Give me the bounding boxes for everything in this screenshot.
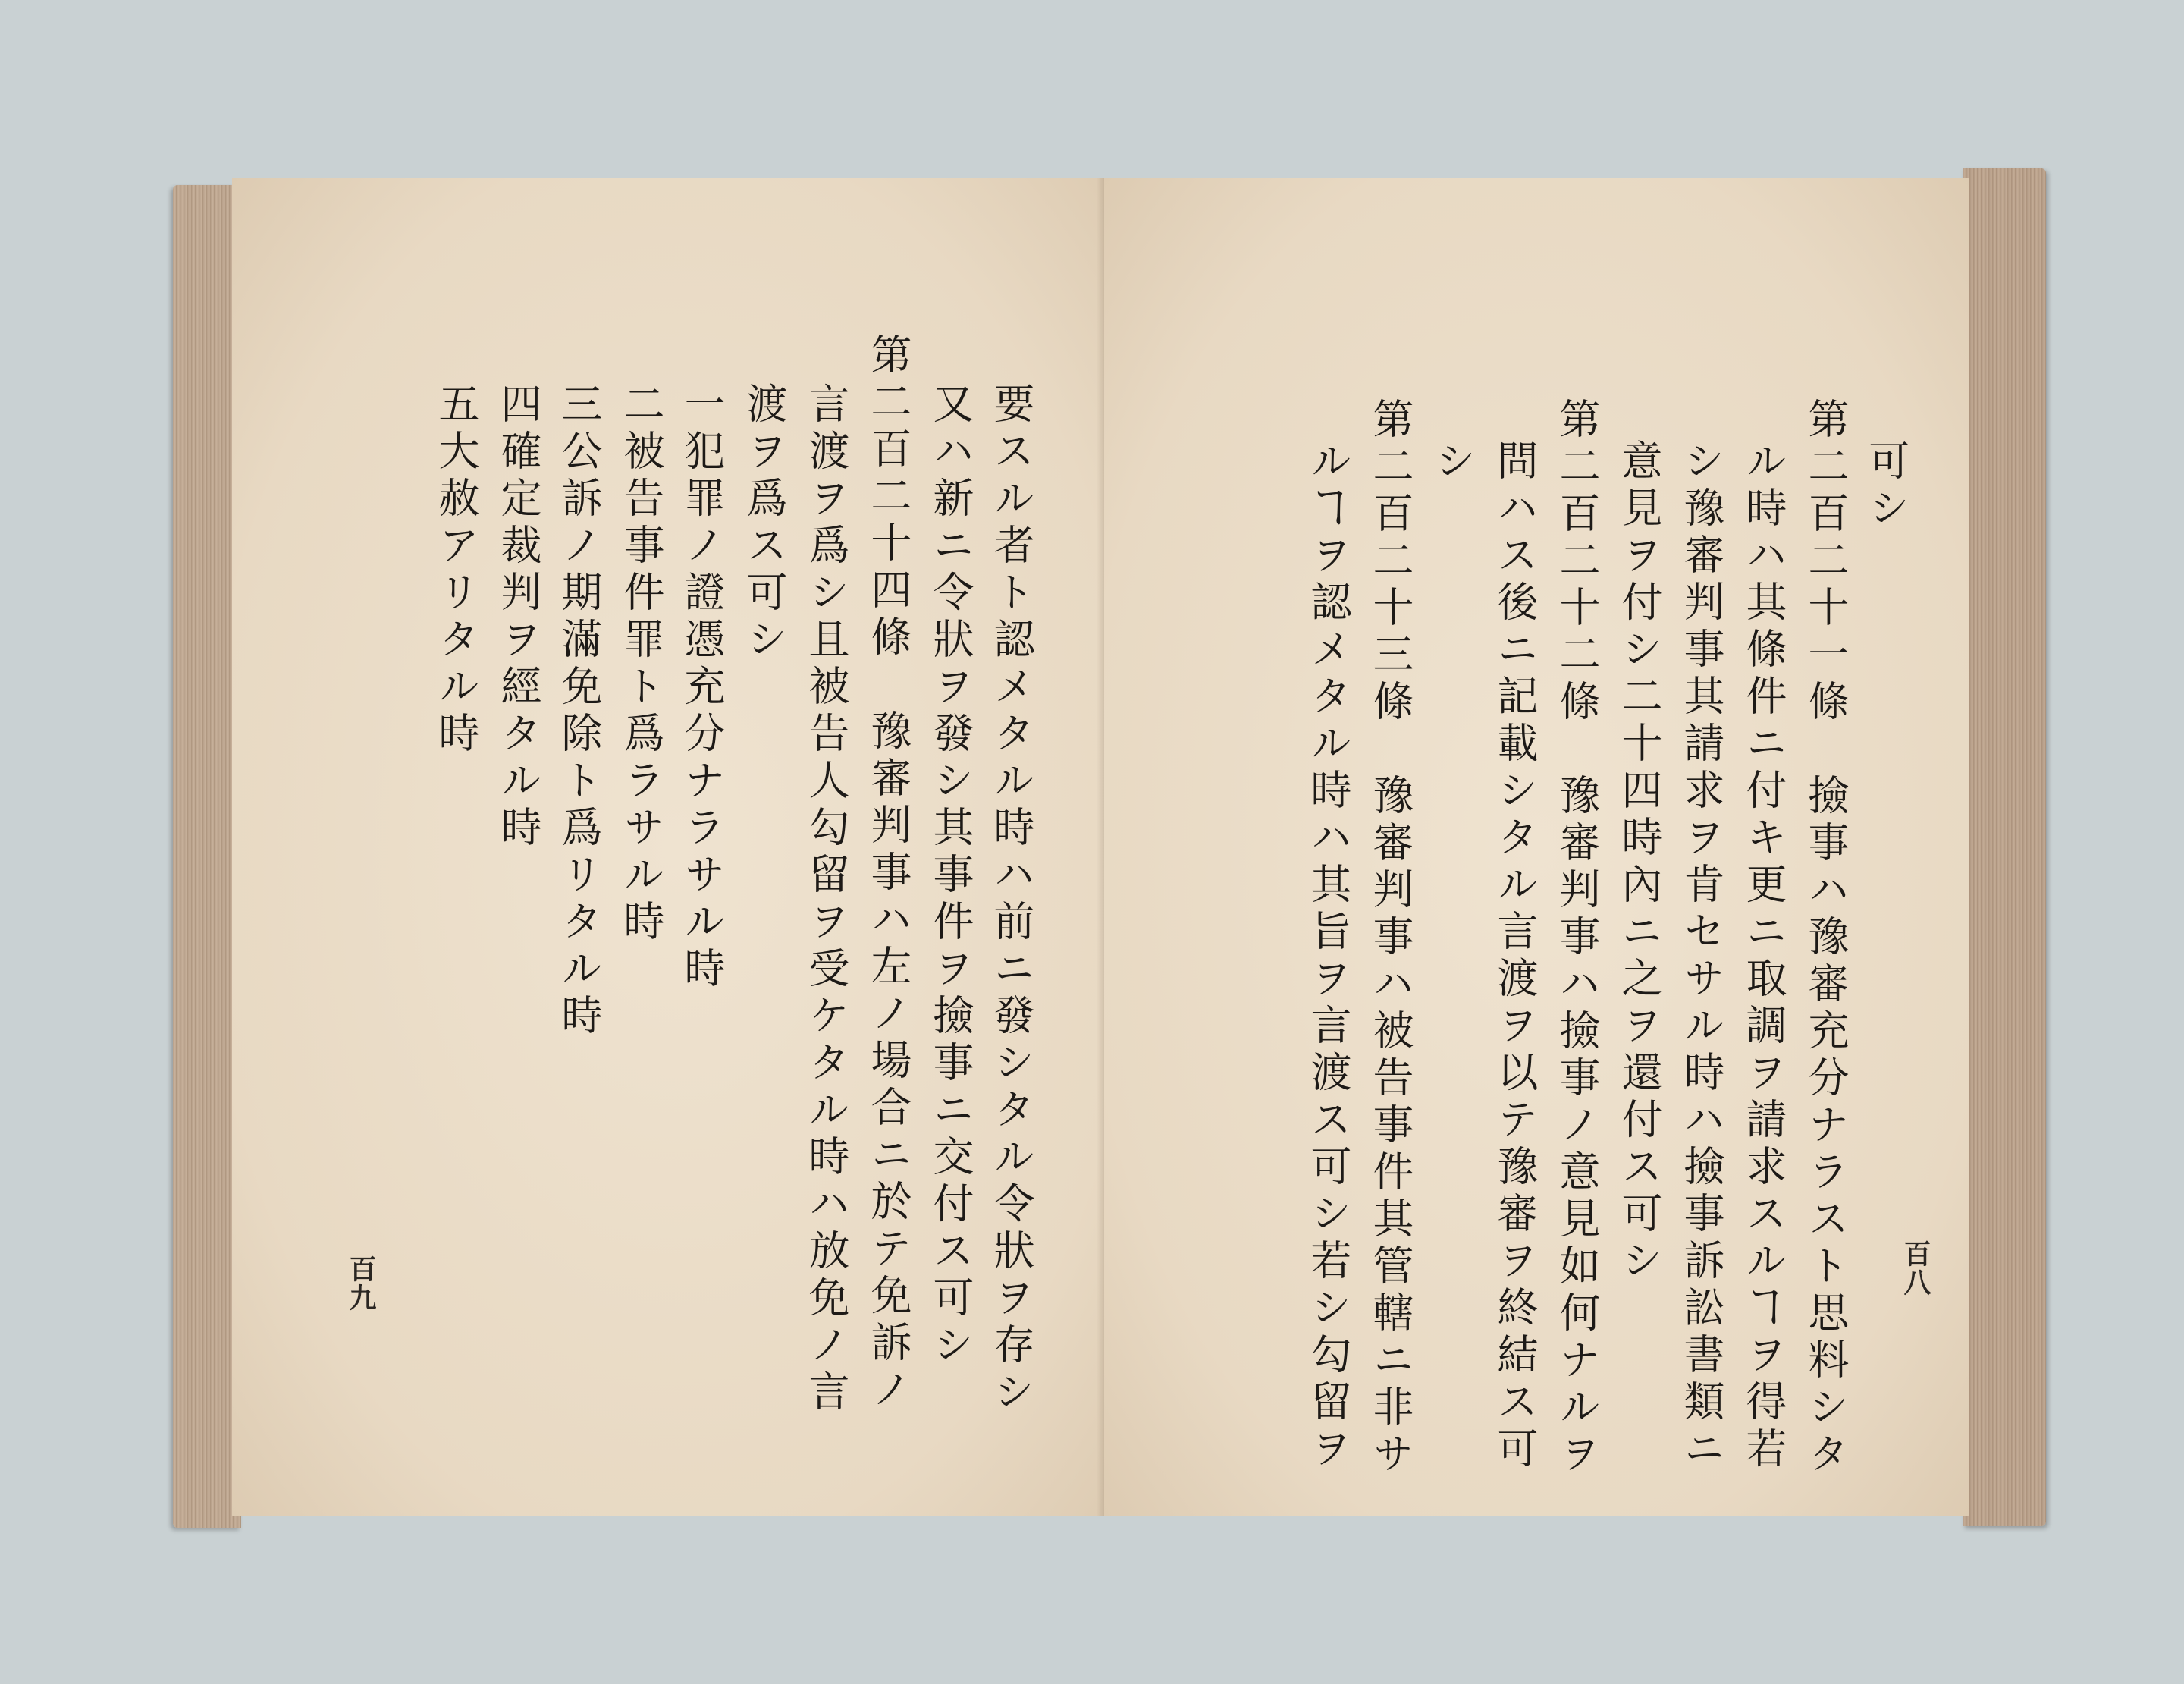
left-col-6: 一犯罪ノ證憑充分ナラサル時	[678, 382, 726, 994]
left-col-9: 四確定裁判ヲ經タル時	[494, 382, 542, 853]
right-col-8: シ	[1429, 439, 1476, 486]
book-edge-left	[173, 185, 241, 1528]
left-page	[232, 178, 1119, 1516]
left-col-1: 要スル者ト認メタル時ハ前ニ發シタル令狀ヲ存シ	[987, 382, 1035, 1417]
left-col-7: 二被告事件罪ト爲ラサル時	[617, 382, 665, 947]
left-col-2: 又ハ新ニ令狀ヲ發シ其事件ヲ撿事ニ交付ス可シ	[927, 382, 974, 1370]
left-col-8: 三公訴ノ期滿免除ト爲リタル時	[555, 382, 603, 1041]
right-col-2: 第二百二十一條 撿事ハ豫審充分ナラスト思料シタ	[1802, 397, 1850, 1479]
page-number-right: 百八	[1900, 1239, 1931, 1297]
page-number-left: 百九	[345, 1255, 377, 1312]
right-page	[1104, 178, 1969, 1516]
left-col-4: 言渡ヲ爲シ且被告人勾留ヲ受ケタル時ハ放免ノ言	[802, 382, 850, 1417]
right-col-10: ルヿヲ認メタル時ハ其旨ヲ言渡ス可シ若シ勾留ヲ	[1304, 439, 1352, 1474]
left-col-10: 五大赦アリタル時	[432, 382, 480, 759]
right-col-1: 可シ	[1862, 439, 1910, 533]
right-col-6: 第二百二十二條 豫審判事ハ撿事ノ意見如何ナルヲ	[1553, 397, 1601, 1479]
right-col-9: 第二百二十三條 豫審判事ハ被告事件其管轄ニ非サ	[1367, 397, 1414, 1479]
right-col-7: 問ハス後ニ記載シタル言渡ヲ以テ豫審ヲ終結ス可	[1491, 439, 1539, 1474]
right-col-3: ル時ハ其條件ニ付キ更ニ取調ヲ請求スルヿヲ得若	[1740, 439, 1787, 1474]
book-edge-right	[1963, 168, 2046, 1526]
right-col-4: シ豫審判事其請求ヲ肯セサル時ハ撿事訴訟書類ニ	[1677, 439, 1725, 1474]
open-book	[173, 168, 2046, 1534]
right-col-5: 意見ヲ付シ二十四時內ニ之ヲ還付ス可シ	[1615, 439, 1663, 1286]
left-col-5: 渡ヲ爲ス可シ	[740, 382, 788, 664]
left-col-3: 第二百二十四條 豫審判事ハ左ノ場合ニ於テ免訴ノ	[864, 333, 912, 1415]
